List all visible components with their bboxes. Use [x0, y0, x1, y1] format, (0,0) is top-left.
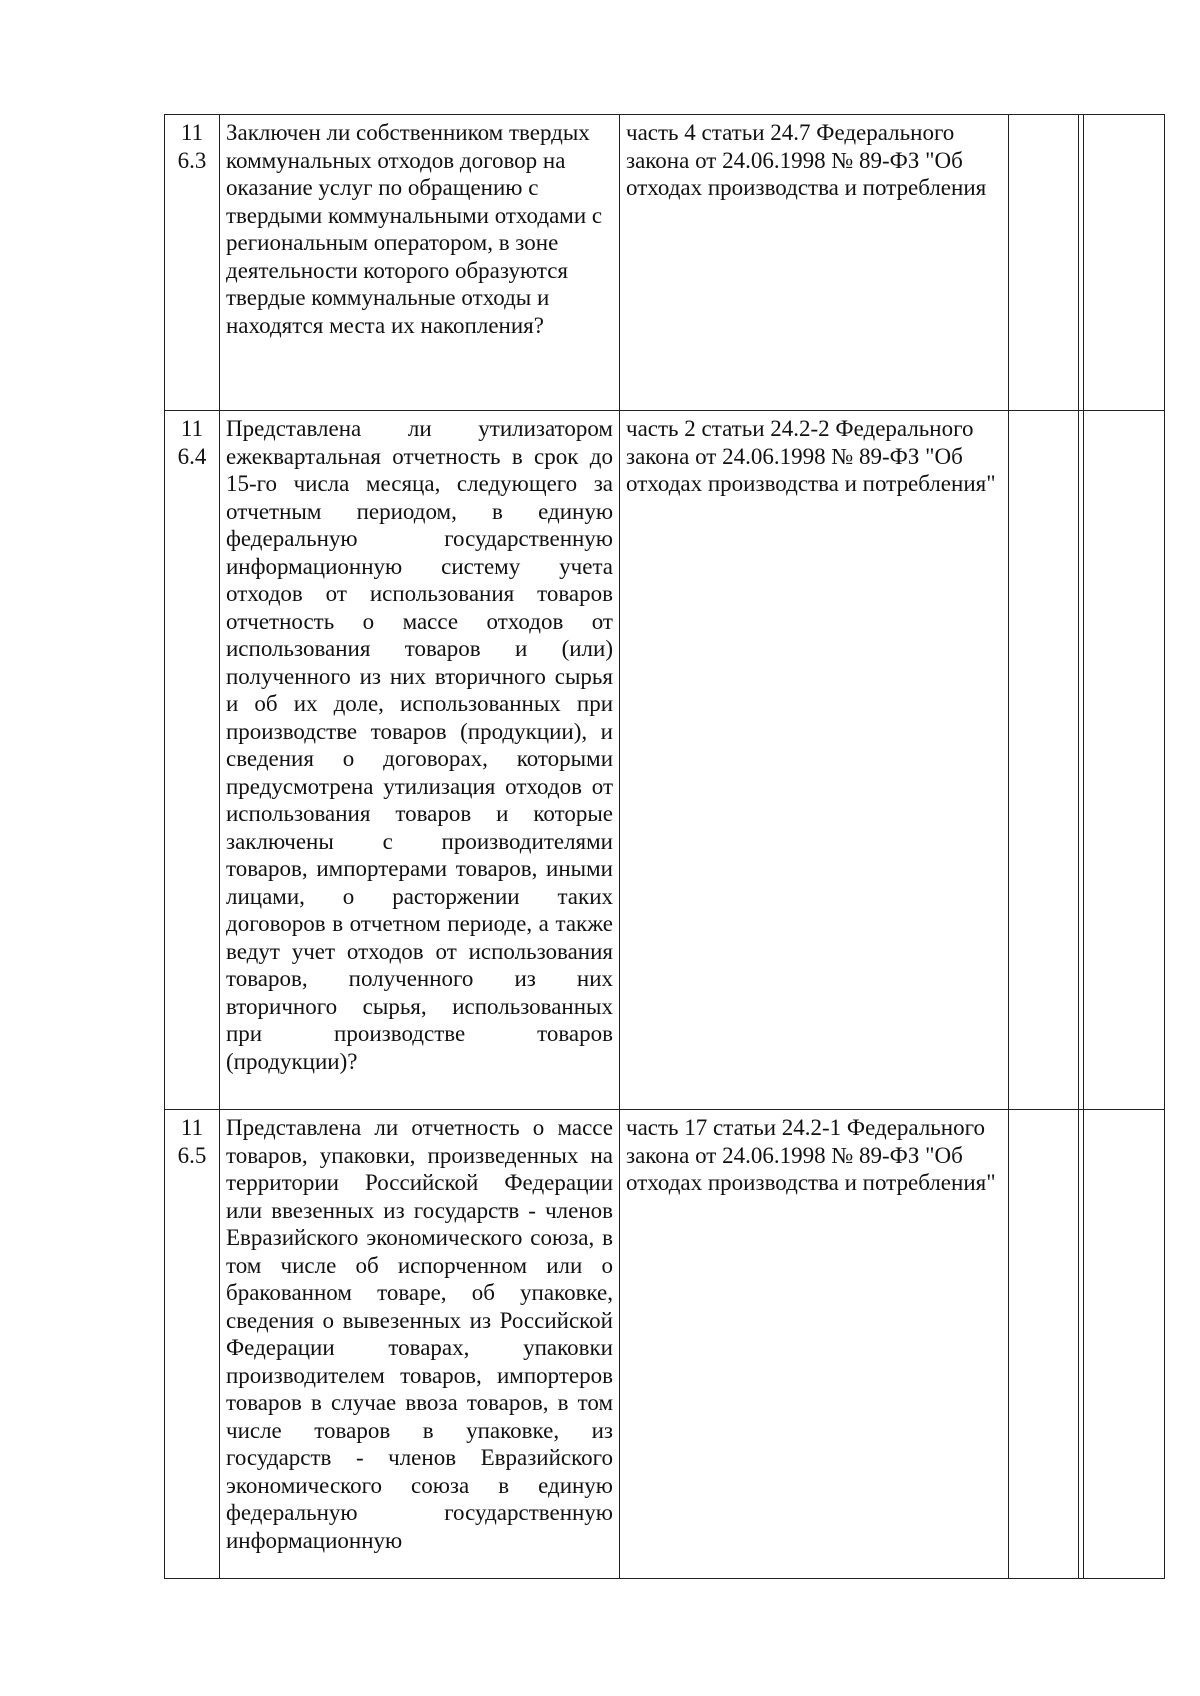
item-number-part: 11 [180, 1115, 204, 1140]
answer-cell [1009, 115, 1079, 411]
legal-reference-cell: часть 17 статьи 24.2-1 Федерального закона от 24.06.1998 № 89-ФЗ "Об отходах производства и потребления" [620, 1110, 1009, 1579]
question-cell: Представлена ли утилизатором ежеквартальная отчетность в срок до 15-го числа месяца, следующего за отчетным периодом, в единую федеральную государственную информационную систему учета отходов от использования товаров отчетность о массе отходов от использования товаров и (или) полученного из них вторичного сырья и об их доле, использованных при производстве товаров (продукции), и сведения о договорах, которыми предусмотрена утилизация отходов от использования товаров и которые заключены с производителями товаров, импортерами товаров, иными лицами, о расторжении таких договоров в отчетном периоде, а также ведут учет отходов от использования товаров, полученного из них вторичного сырья, использованных при производстве товаров (продукции)? [220, 411, 620, 1110]
note-cell [1084, 411, 1165, 1110]
item-number-part: 6.5 [177, 1142, 207, 1168]
answer-cell [1009, 411, 1079, 1110]
item-number-part: 6.4 [177, 443, 207, 469]
item-number [165, 1110, 220, 1579]
item-number-part: 11 [180, 416, 204, 441]
item-number [165, 411, 220, 1110]
note-cell [1084, 115, 1165, 411]
question-cell: Заключен ли собственником твердых коммунальных отходов договор на оказание услуг по обращению с твердыми коммунальными отходами с региональным оператором, в зоне деятельности которого образуются твердые коммунальные отходы и находятся места их накопления? [220, 115, 620, 411]
item-number-part: 6.3 [177, 147, 207, 173]
table-row [165, 1110, 1165, 1579]
checklist-table [164, 114, 1165, 1579]
note-cell [1084, 1110, 1165, 1579]
item-number [165, 115, 220, 411]
question-cell: Представлена ли отчетность о массе товаров, упаковки, произведенных на территории Российской Федерации или ввезенных из государств - членов Евразийского экономического союза, в том числе об испорченном или о бракованном товаре, об упаковке, сведения о вывезенных из Российской Федерации товарах, упаковки производителем товаров, импортеров товаров в случае ввоза товаров, в том числе товаров в упаковке, из государств - членов Евразийского экономического союза в единую федеральную государственную информационную [220, 1110, 620, 1579]
table-row [165, 411, 1165, 1110]
table-row [165, 115, 1165, 411]
answer-cell [1009, 1110, 1079, 1579]
item-number-part: 11 [180, 120, 204, 145]
legal-reference-cell: часть 4 статьи 24.7 Федерального закона от 24.06.1998 № 89-ФЗ "Об отходах производства и потребления [620, 115, 1009, 411]
legal-reference-cell: часть 2 статьи 24.2-2 Федерального закона от 24.06.1998 № 89-ФЗ "Об отходах производства и потребления" [620, 411, 1009, 1110]
